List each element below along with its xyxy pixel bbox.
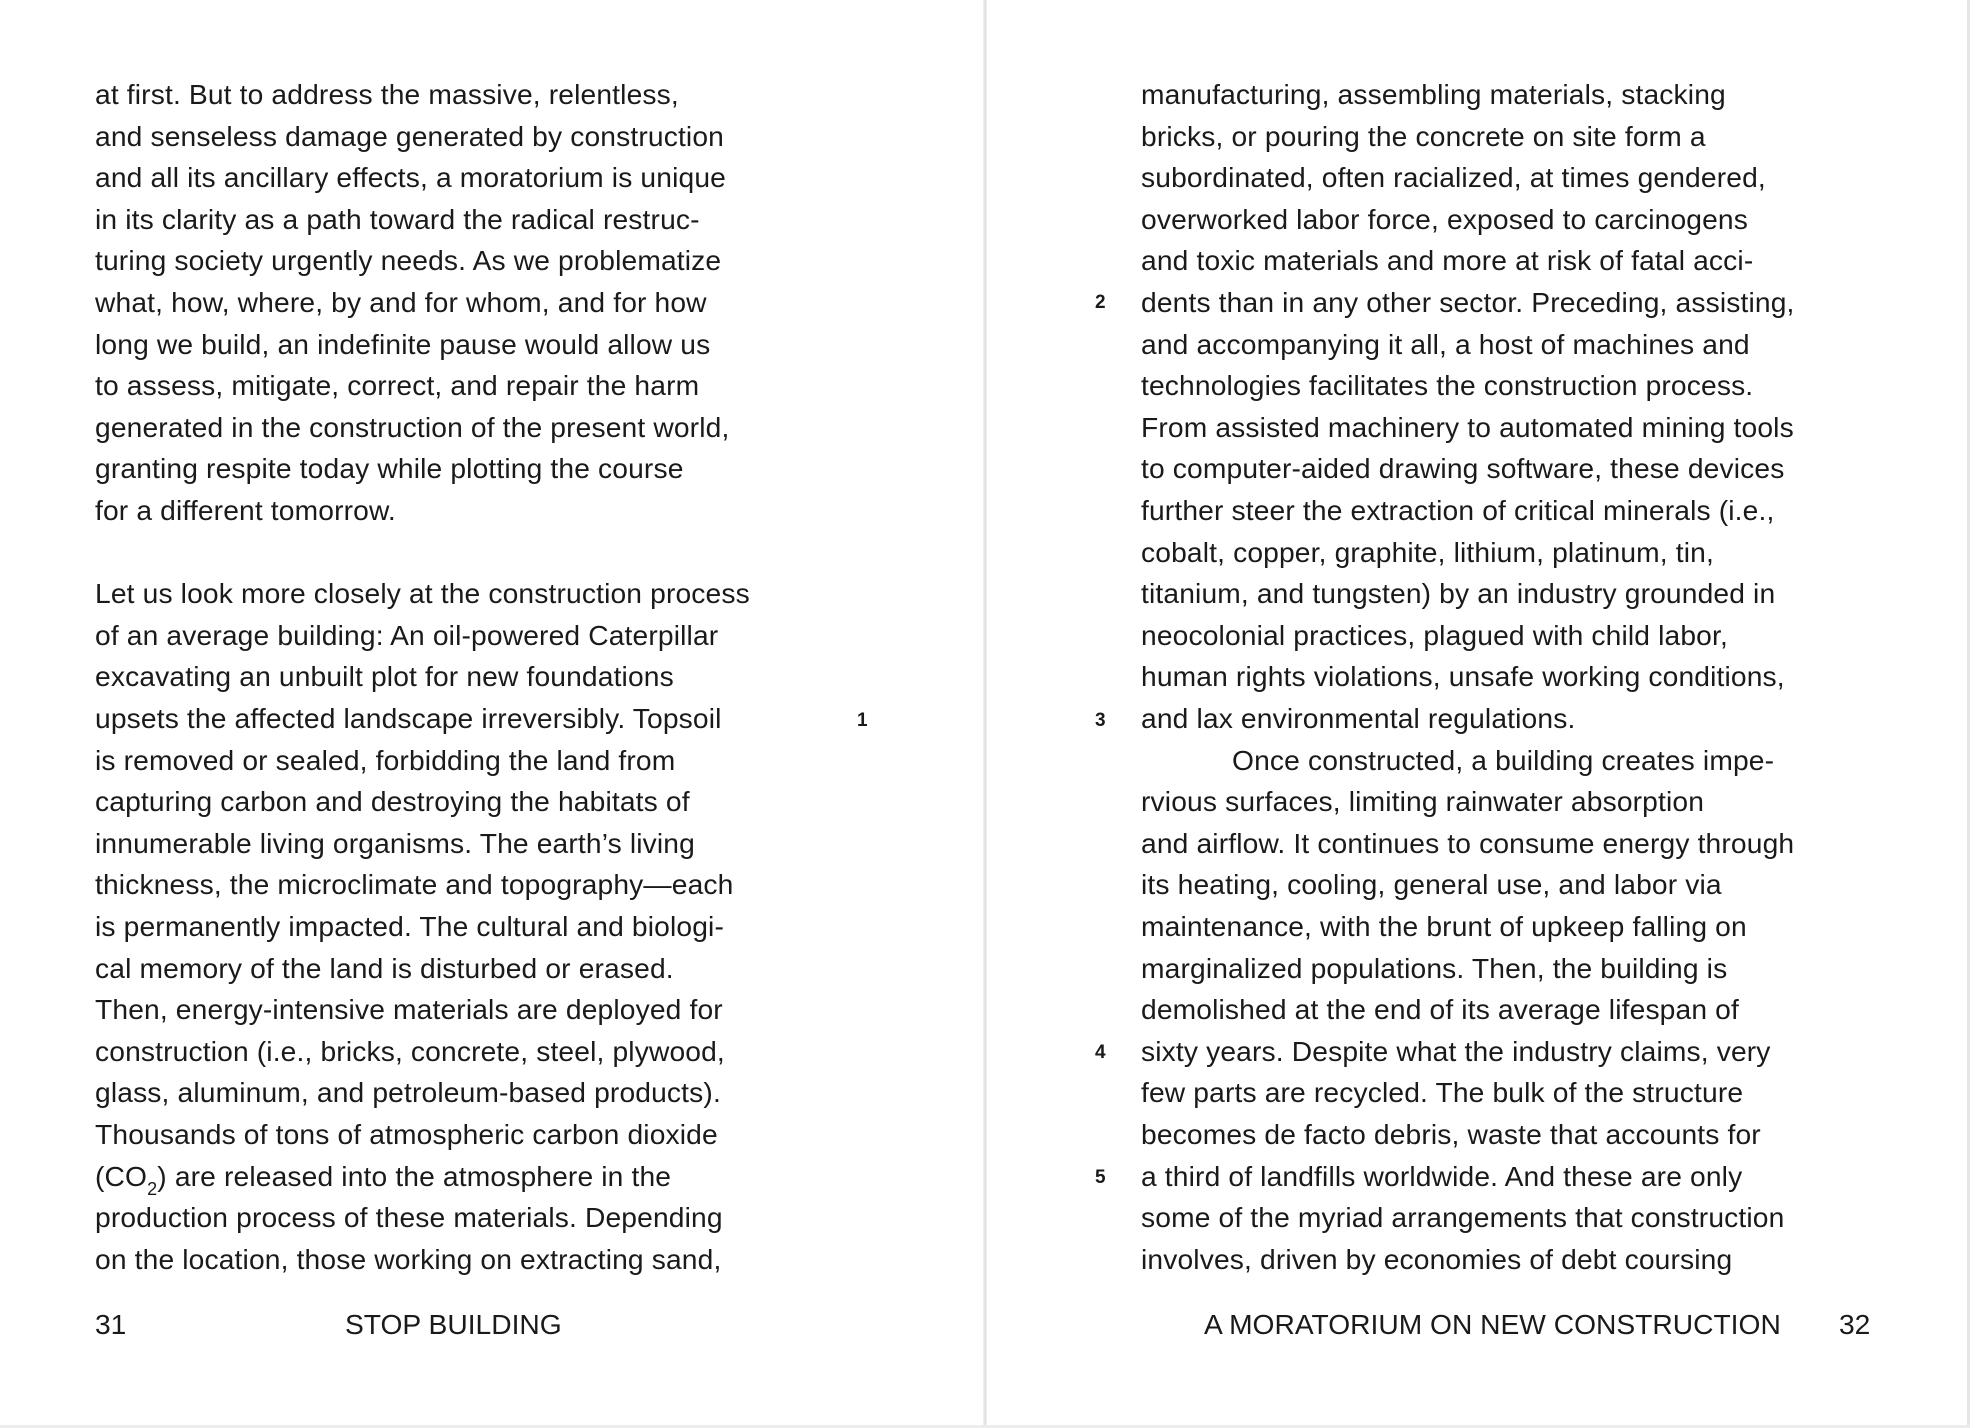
text-line: a third of landfills worldwide. And these are only — [1141, 1159, 1743, 1192]
text-line: glass, aluminum, and petroleum-based products). — [95, 1076, 721, 1109]
text-line: at first. But to address the massive, relentless, — [95, 78, 679, 110]
text-line: and senseless damage generated by construction — [95, 119, 724, 152]
text-line-indented: Once constructed, a building creates impe- — [1232, 743, 1775, 776]
running-head-left: STOP BUILDING — [345, 1308, 562, 1340]
text-line: some of the myriad arrangements that construction — [1141, 1201, 1785, 1234]
text-line: and airflow. It continues to consume energy through — [1141, 826, 1795, 859]
text-line: Then, energy-intensive materials are deployed for — [95, 993, 723, 1026]
text-line: to assess, mitigate, correct, and repair the harm — [95, 369, 700, 402]
endnote-marker: 3 — [1095, 710, 1106, 731]
text-line: neocolonial practices, plagued with child labor, — [1141, 618, 1728, 651]
text-line: is permanently impacted. The cultural and biologi- — [95, 910, 725, 942]
text-line: and all its ancillary effects, a moratorium is unique — [95, 161, 726, 194]
text-line: and accompanying it all, a host of machines and — [1141, 327, 1750, 360]
endnote-marker: 2 — [1095, 292, 1106, 313]
text-line: construction (i.e., bricks, concrete, steel, plywood, — [95, 1034, 725, 1067]
text-line: granting respite today while plotting the course — [95, 452, 684, 485]
text-line: and toxic materials and more at risk of fatal acci- — [1141, 244, 1754, 277]
text-line: bricks, or pouring the concrete on site form a — [1141, 119, 1706, 152]
text-line: Thousands of tons of atmospheric carbon dioxide — [95, 1118, 718, 1150]
text-line: technologies facilitates the construction process. — [1141, 369, 1754, 402]
text-line: capturing carbon and destroying the habitats of — [95, 785, 690, 818]
text-line: and lax environmental regulations. — [1141, 702, 1576, 734]
text-line: of an average building: An oil-powered Caterpillar — [95, 618, 719, 651]
text-line: turing society urgently needs. As we problematize — [95, 244, 722, 277]
text-line: to computer-aided drawing software, these devices — [1141, 452, 1785, 485]
text-line: what, how, where, by and for whom, and for how — [95, 286, 707, 318]
text-line: From assisted machinery to automated mining tools — [1141, 410, 1794, 443]
text-line: Let us look more closely at the construction process — [95, 577, 750, 610]
text-line: dents than in any other sector. Preceding, assisting, — [1141, 286, 1795, 318]
page-number-right: 32 — [1839, 1308, 1871, 1340]
text-line: titanium, and tungsten) by an industry grounded in — [1141, 577, 1776, 610]
running-head-right: A MORATORIUM ON NEW CONSTRUCTION — [1204, 1308, 1781, 1340]
co2-open: (CO — [95, 1159, 148, 1192]
text-line: production process of these materials. Depending — [95, 1201, 723, 1234]
text-line: rvious surfaces, limiting rainwater absorption — [1141, 785, 1705, 818]
text-line: demolished at the end of its average lifespan of — [1141, 993, 1739, 1026]
text-line: sixty years. Despite what the industry claims, very — [1141, 1034, 1771, 1067]
book-gutter — [983, 0, 987, 1428]
text-line: overworked labor force, exposed to carcinogens — [1141, 202, 1748, 235]
text-line: manufacturing, assembling materials, stacking — [1141, 78, 1726, 110]
text-line: in its clarity as a path toward the radical restruc- — [95, 202, 700, 235]
text-line: few parts are recycled. The bulk of the structure — [1141, 1076, 1744, 1109]
text-line: long we build, an indefinite pause would allow us — [95, 327, 711, 360]
text-line: further steer the extraction of critical minerals (i.e., — [1141, 494, 1775, 526]
text-line: cobalt, copper, graphite, lithium, platinum, tin, — [1141, 535, 1714, 568]
co2-subscript: 2 — [147, 1178, 158, 1199]
text-line: human rights violations, unsafe working conditions, — [1141, 660, 1785, 693]
text-line: for a different tomorrow. — [95, 494, 396, 526]
text-line: involves, driven by economies of debt coursing — [1141, 1242, 1733, 1275]
text-line: generated in the construction of the present world, — [95, 410, 730, 443]
text-line: subordinated, often racialized, at times gendered, — [1141, 161, 1766, 194]
text-line: upsets the affected landscape irreversibly. Topsoil — [95, 702, 722, 734]
text-line: its heating, cooling, general use, and labor via — [1141, 868, 1722, 901]
text-line: cal memory of the land is disturbed or erased. — [95, 951, 674, 984]
text-line: is removed or sealed, forbidding the land from — [95, 743, 676, 776]
text-line: marginalized populations. Then, the building is — [1141, 951, 1728, 984]
text-line: innumerable living organisms. The earth’s living — [95, 826, 695, 859]
text-line-co2 — [95, 1156, 671, 1198]
text-line: on the location, those working on extracting sand, — [95, 1242, 722, 1275]
co2-rest: ) are released into the atmosphere in the — [157, 1159, 672, 1192]
text-line: thickness, the microclimate and topography—each — [95, 868, 734, 901]
endnote-marker: 4 — [1095, 1042, 1106, 1063]
page-number-left: 31 — [95, 1308, 127, 1340]
text-line: becomes de facto debris, waste that accounts for — [1141, 1118, 1761, 1150]
endnote-marker: 5 — [1095, 1167, 1106, 1188]
endnote-marker: 1 — [857, 710, 868, 731]
text-line: excavating an unbuilt plot for new foundations — [95, 660, 674, 693]
text-line: maintenance, with the brunt of upkeep falling on — [1141, 910, 1747, 942]
